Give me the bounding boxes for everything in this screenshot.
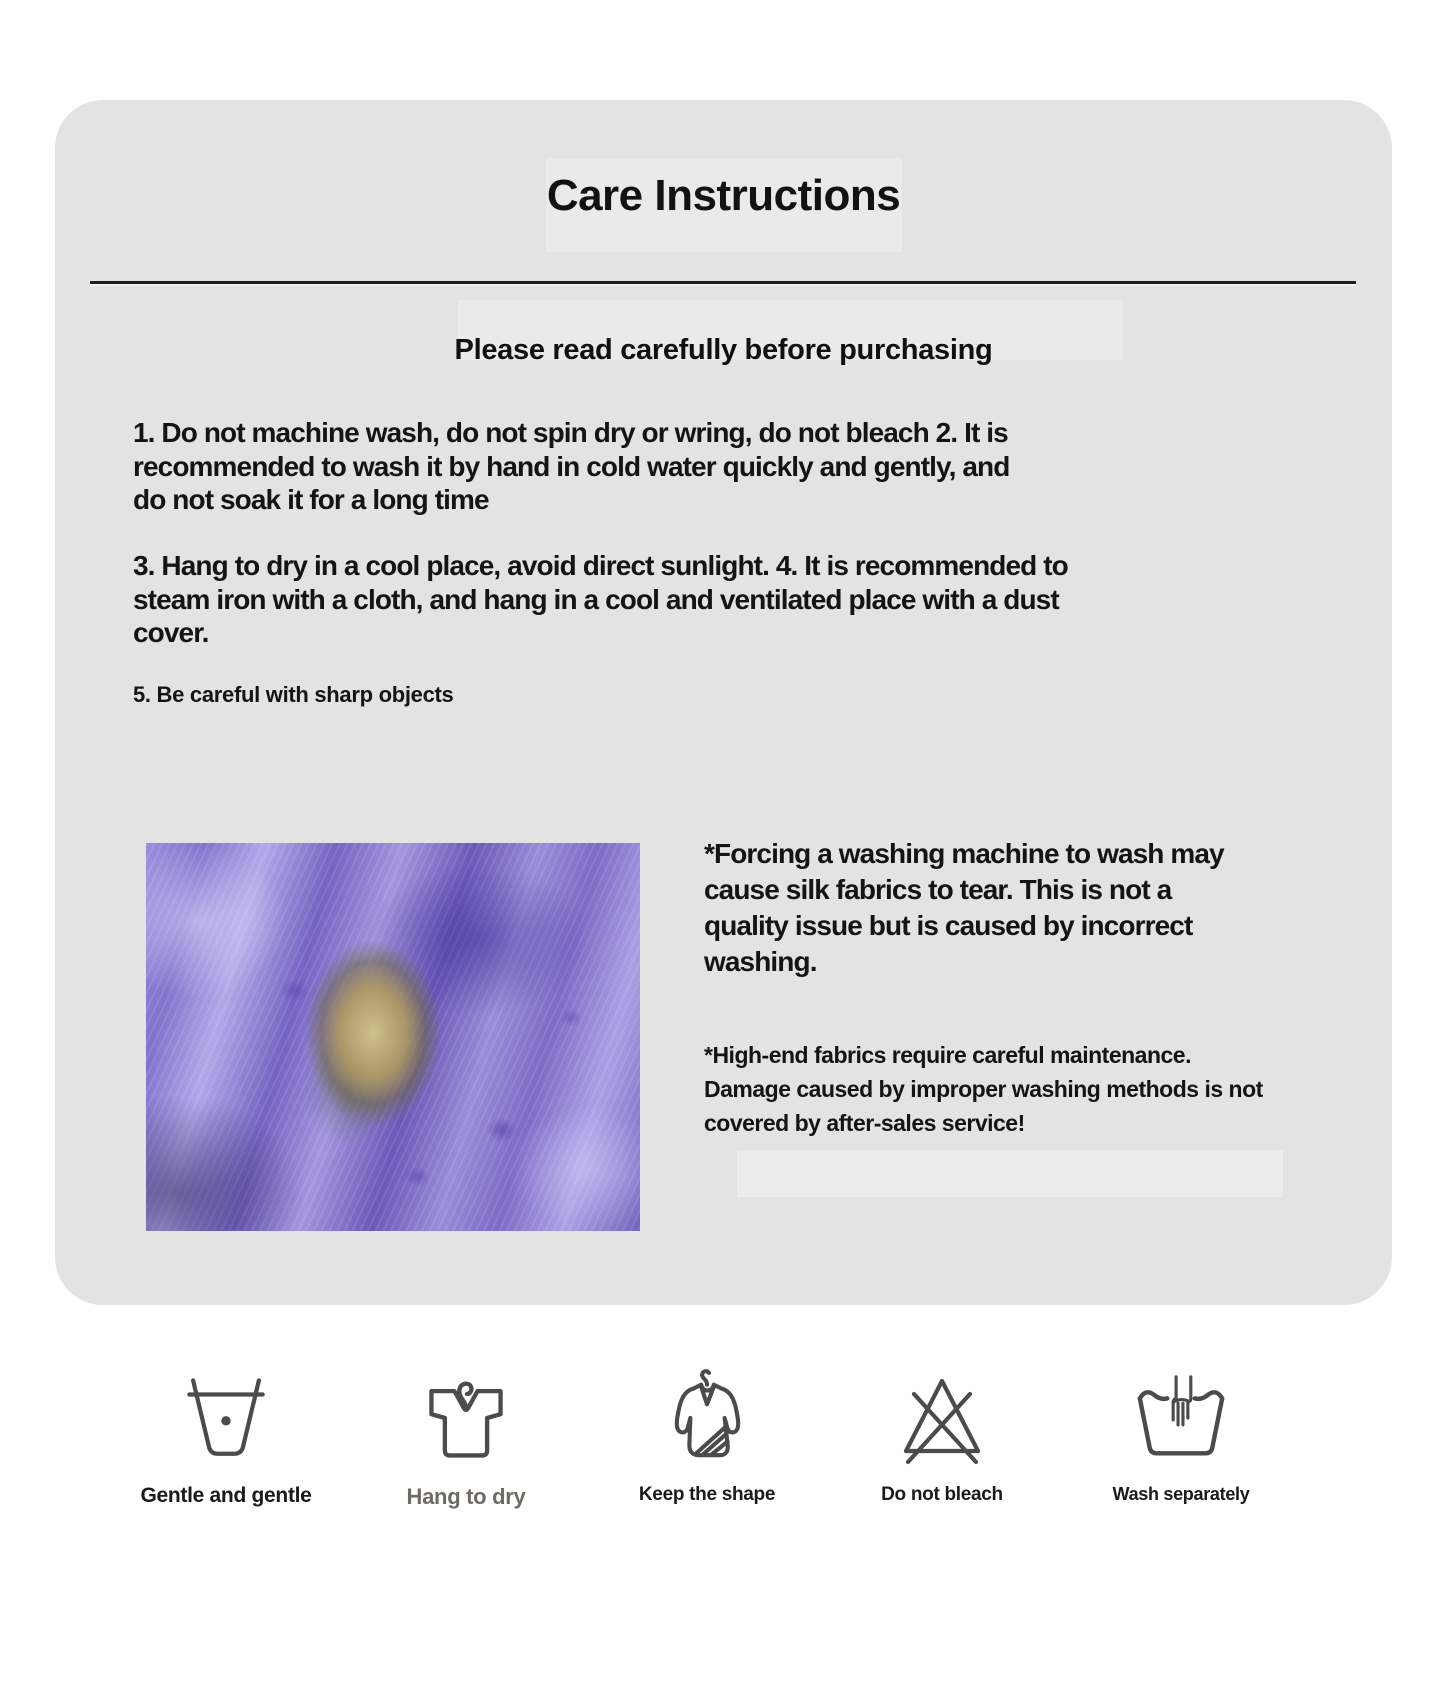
- care-icon-label: Wash separately: [1112, 1484, 1250, 1504]
- care-paragraph-2-line: cover.: [133, 617, 209, 648]
- warning-note-secondary-line: covered by after-sales service!: [704, 1110, 1025, 1136]
- care-paragraph-3: 5. Be careful with sharp objects: [133, 682, 454, 707]
- shirt-hanger-icon: [418, 1368, 514, 1468]
- warning-note-main-line: *Forcing a washing machine to wash may: [704, 838, 1224, 869]
- title-divider: [90, 281, 1356, 284]
- hand-wash-icon: [1132, 1368, 1230, 1468]
- warning-note-main-line: quality issue but is caused by incorrect: [704, 910, 1193, 941]
- garment-shape-icon: [658, 1368, 756, 1468]
- care-icon-label: Gentle and gentle: [140, 1484, 312, 1507]
- care-icon-label: Do not bleach: [881, 1484, 1003, 1505]
- warning-note-main-line: washing.: [704, 946, 817, 977]
- care-paragraph-1-line: 1. Do not machine wash, do not spin dry or wring, do not bleach 2. It is: [133, 417, 1008, 448]
- care-icon-label: Keep the shape: [638, 1484, 776, 1505]
- care-icon-hang-dry: [346, 1368, 586, 1510]
- care-icon-no-bleach: [822, 1368, 1062, 1506]
- page-title: Care Instructions: [546, 171, 901, 220]
- warning-note-secondary-line: Damage caused by improper washing methods is not: [704, 1076, 1263, 1102]
- care-icon-keep-shape: [587, 1368, 827, 1506]
- warning-note-secondary: [704, 1038, 1263, 1140]
- warning-note-main: [704, 836, 1224, 980]
- care-icon-label: Hang to dry: [406, 1484, 526, 1509]
- subtitle: Please read carefully before purchasing: [454, 334, 993, 366]
- fabric-photo: [146, 843, 640, 1231]
- care-paragraph-1: [133, 416, 1009, 517]
- warning-note-secondary-line: *High-end fabrics require careful maintenance.: [704, 1042, 1191, 1068]
- care-paragraph-2: [133, 549, 1068, 650]
- care-paragraph-2-line: 3. Hang to dry in a cool place, avoid direct sunlight. 4. It is recommended to: [133, 550, 1068, 581]
- care-paragraph-1-line: do not soak it for a long time: [133, 484, 489, 515]
- warning-note-main-line: cause silk fabrics to tear. This is not a: [704, 874, 1172, 905]
- overlay-patch-bottom: [737, 1150, 1283, 1197]
- care-paragraph-1-line: recommended to wash it by hand in cold water quickly and gently, and: [133, 450, 1010, 482]
- care-icon-wash-separately: [1061, 1368, 1301, 1505]
- no-bleach-triangle-icon: [892, 1368, 992, 1468]
- care-icon-gentle-wash: [106, 1368, 346, 1508]
- care-paragraph-2-line: steam iron with a cloth, and hang in a cool and ventilated place with a dust: [133, 583, 1059, 615]
- wash-basin-dot-icon: [179, 1368, 273, 1468]
